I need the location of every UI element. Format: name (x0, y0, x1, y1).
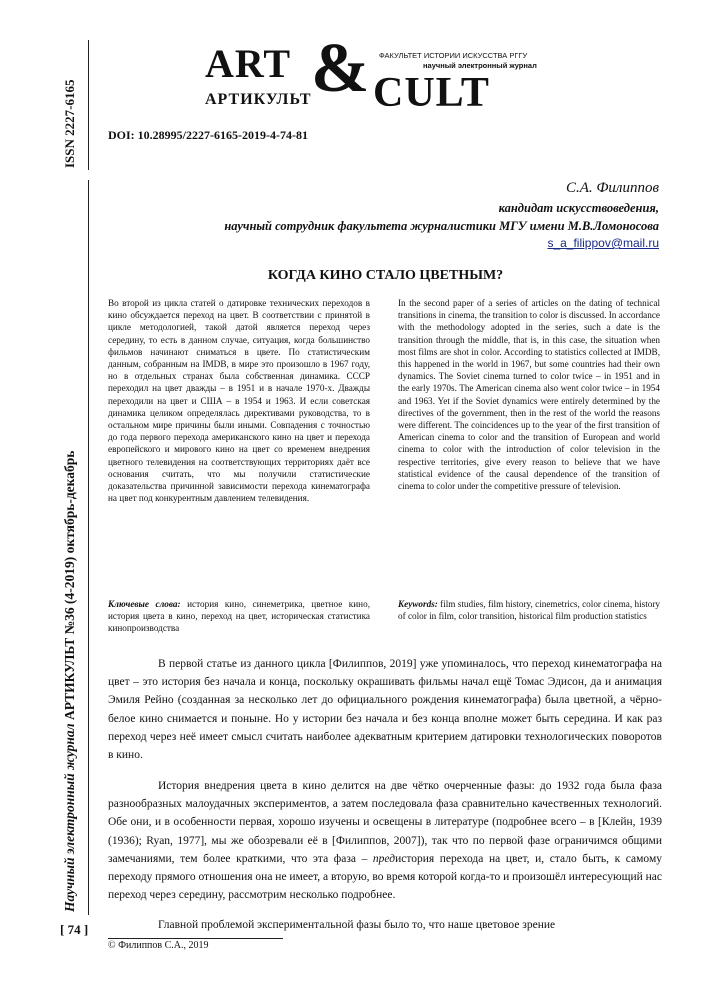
body-paragraph-1: В первой статье из данного цикла [Филиппов, 2019] уже упоминалось, что переход кинематографа на цвет – это история без начала и конца, поскольку окрашивать фильмы начал ещё Томас Эдисон, да и анимация Эмиля Рейно (созданная за несколько лет до официального рождения кинематографа) была цветной, а чёрно-белое кино снимается и поныне. Но у истории без начала и без конца вполне может быть середина. И как раз переход через неё имеет смысл считать наиболее адекватным критерием датировки технологических поворотов в кино. (108, 658, 662, 762)
keywords-en-label: Keywords: (398, 599, 438, 609)
footnote-divider (108, 938, 283, 939)
logo-art: ART (205, 41, 292, 86)
journal-type: Научный электронный журнал (62, 723, 77, 912)
page-number: [ 74 ] (60, 922, 89, 937)
par2-emphasis: пред (372, 852, 396, 865)
author-email-link[interactable]: s_a_filippov@mail.ru (547, 236, 659, 250)
author-degree: кандидат искусствоведения, (498, 201, 659, 215)
copyright-notice: © Филиппов С.А., 2019 (108, 940, 209, 951)
body-paragraph-2 (108, 777, 662, 904)
keywords-en-text: film studies, film history, cinemetrics, color cinema, history of color in film, color transition, historical film production statistics (398, 599, 660, 622)
logo-artikult: АРТИКУЛЬТ (205, 91, 312, 108)
journal-running-title (62, 451, 78, 912)
par2-text-b: история перехода на цвет, и, стало быть, к самому переходу прямого отношения она не имеет, а вторую, во время которой когда-то и произошёл интересующий нас переход через середину, рассмотрим несколько подробнее. (108, 852, 662, 902)
abstract-english: In the second paper of a series of articles on the dating of technical transitions in cinema, the transition to color is discussed. In accordance with the methodology adopted in the series, such a date is the transition through the middle, that is, in this case, the situation when most films are shot in color. According to statistics collected at IMDB, this happened in the world in 1967, but some countries had their own dynamics. The Soviet cinema turned to color twice – in 1951 and in the early 1970s. The American cinema also went color twice – in 1954 and 1963. Yet if the Soviet dynamics were entirely determined by the directives of the government, then in the rest of the world the reasons were different. The coincidences up to the year of the first transition of American cinema to color and the transition of European and world cinema to color with the introduction of color television in the respective territories, give every reason to believe that we have statistical evidence of the causal dependence of the transition of cinema to color under the competitive pressure of television. (398, 298, 660, 492)
abstract-russian: Во второй из цикла статей о датировке технических переходов в кино обсуждается переход на цвет. В соответствии с принятой в цикле методологией, такой датой является переход через середину, то есть в данном случае, ситуация, когда большинство фильмов начинают сниматься в цвете. По статистическим данным, собранным на IMDB, в мире это произошло в 1967 году, но в отдельных странах была собственная динамика. СССР переходил на цвет дважды – в 1951 и в начале 1970-х. Дважды переходили на цвет и США – в 1954 и 1963. И если советская динамика целиком определялась директивами руководства, то в остальном мире причины были иными. Совпадения с точностью до года первого перехода американского кино на цвет и перехода европейского и мирового кино на цвет со временем внедрения цветного телевидения на соответствующих территориях даёт все основания считать, что мы получили статистические доказательства причинной зависимости перехода кинематографа на цвет под конкурентным давлением телевидения. (108, 298, 370, 504)
logo-subtitle: научный электронный журнал (423, 61, 537, 70)
logo-faculty: ФАКУЛЬТЕТ ИСТОРИИ ИСКУССТВА РГГУ (379, 51, 528, 60)
keywords-ru-text: история кино, синеметрика, цветное кино, история цвета в кино, переход на цвет, историческая статистика кинопроизводства (108, 599, 370, 634)
sidebar-divider-bottom (88, 180, 89, 915)
issn-label: ISSN 2227-6165 (62, 79, 77, 168)
author-position: научный сотрудник факультета журналистики МГУ имени М.В.Ломоносова (224, 219, 659, 233)
keywords-english (398, 598, 660, 622)
logo-ampersand: & (311, 30, 370, 107)
par2-text-a: История внедрения цвета в кино делится на две чётко очерченные фазы: до 1932 года была фаза разнообразных малоудачных экспериментов, а затем последовала фаза сравнительно качественных технологий. Обе они, и в особенности первая, хорошо изучены и освещены в литературе (подробнее всего – в [Клейн, 1939 (1936); Ryan, 1977], мы же обозревали её в [Филиппов, 2007]), так что по первой фазе ограничимся общими замечаниями, тем более краткими, что эта фаза – (108, 780, 662, 865)
sidebar-divider-top (88, 40, 89, 170)
article-title: КОГДА КИНО СТАЛО ЦВЕТНЫМ? (267, 268, 504, 283)
keywords-russian (108, 598, 370, 635)
logo-cult: CULT (373, 70, 490, 116)
author-name: С.А. Филиппов (565, 180, 659, 196)
doi: DOI: 10.28995/2227-6165-2019-4-74-81 (108, 128, 308, 142)
body-paragraph-3: Главной проблемой экспериментальной фазы было то, что наше цветовое зрение (158, 919, 556, 931)
journal-logo (205, 30, 537, 116)
keywords-ru-label: Ключевые слова: (108, 599, 181, 609)
journal-issue: АРТИКУЛЬТ №36 (4-2019) октябрь-декабрь (62, 450, 77, 724)
